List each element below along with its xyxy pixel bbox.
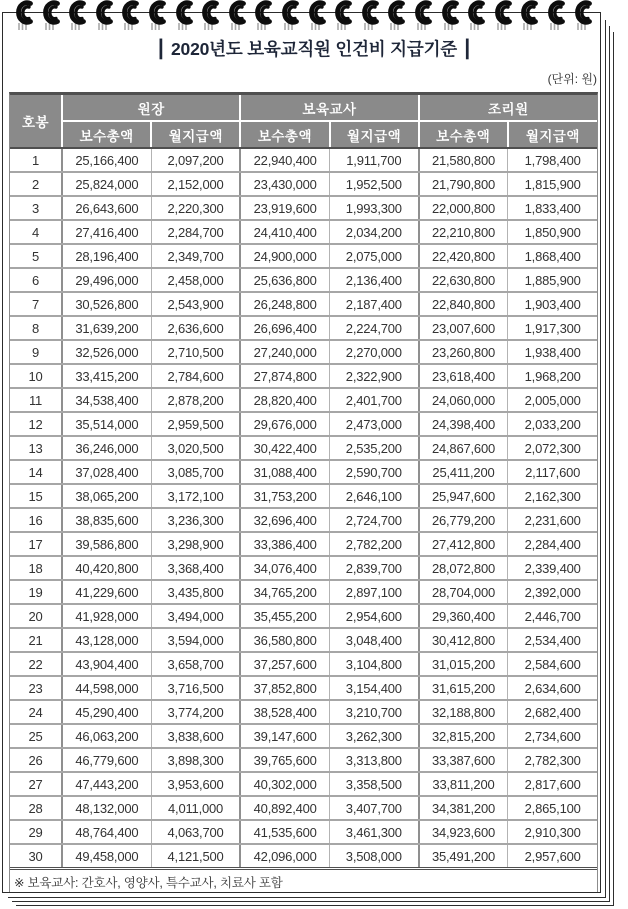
unit-label: (단위: 원) xyxy=(547,72,597,86)
value-cell: 37,257,600 xyxy=(240,652,329,676)
table-row xyxy=(10,652,597,676)
grade-cell: 6 xyxy=(10,268,62,292)
value-cell: 1,868,400 xyxy=(508,244,597,268)
value-cell: 3,298,900 xyxy=(151,532,240,556)
grade-cell: 21 xyxy=(10,628,62,652)
table-row xyxy=(10,700,597,724)
value-cell: 33,387,600 xyxy=(419,748,508,772)
value-cell: 2,646,100 xyxy=(330,484,419,508)
value-cell: 36,580,800 xyxy=(240,628,329,652)
value-cell: 3,154,400 xyxy=(330,676,419,700)
value-cell: 26,643,600 xyxy=(62,196,151,220)
spiral-coil-icon xyxy=(151,3,163,30)
table-row xyxy=(10,844,597,869)
grade-cell: 16 xyxy=(10,508,62,532)
value-cell: 28,820,400 xyxy=(240,388,329,412)
col-group-director: 원장 xyxy=(62,95,240,121)
value-cell: 38,835,600 xyxy=(62,508,151,532)
value-cell: 2,543,900 xyxy=(151,292,240,316)
value-cell: 3,898,300 xyxy=(151,748,240,772)
table-row xyxy=(10,508,597,532)
table-row xyxy=(10,196,597,220)
grade-cell: 22 xyxy=(10,652,62,676)
grade-cell: 7 xyxy=(10,292,62,316)
spiral-coil-icon xyxy=(470,3,482,30)
value-cell: 34,076,400 xyxy=(240,556,329,580)
page-title xyxy=(0,36,628,61)
value-cell: 31,015,200 xyxy=(419,652,508,676)
value-cell: 1,993,300 xyxy=(330,196,419,220)
value-cell: 30,422,400 xyxy=(240,436,329,460)
value-cell: 1,952,500 xyxy=(330,172,419,196)
value-cell: 23,919,600 xyxy=(240,196,329,220)
table-row xyxy=(10,244,597,268)
value-cell: 35,491,200 xyxy=(419,844,508,869)
value-cell: 2,152,000 xyxy=(151,172,240,196)
value-cell: 44,598,000 xyxy=(62,676,151,700)
footnote: ※ 보육교사: 간호사, 영양사, 특수교사, 치료사 포함 xyxy=(10,869,597,893)
value-cell: 39,147,600 xyxy=(240,724,329,748)
value-cell: 2,284,700 xyxy=(151,220,240,244)
spiral-coil-icon xyxy=(124,3,136,30)
value-cell: 2,535,200 xyxy=(330,436,419,460)
value-cell: 28,704,000 xyxy=(419,580,508,604)
value-cell: 2,865,100 xyxy=(508,796,597,820)
value-cell: 2,322,900 xyxy=(330,364,419,388)
table-row xyxy=(10,772,597,796)
table-row xyxy=(10,220,597,244)
value-cell: 23,430,000 xyxy=(240,172,329,196)
value-cell: 2,231,600 xyxy=(508,508,597,532)
value-cell: 2,724,700 xyxy=(330,508,419,532)
grade-cell: 19 xyxy=(10,580,62,604)
value-cell: 2,584,600 xyxy=(508,652,597,676)
value-cell: 24,900,000 xyxy=(240,244,329,268)
table-row xyxy=(10,340,597,364)
value-cell: 2,401,700 xyxy=(330,388,419,412)
spiral-coil-icon xyxy=(45,3,57,30)
value-cell: 3,716,500 xyxy=(151,676,240,700)
value-cell: 4,011,000 xyxy=(151,796,240,820)
value-cell: 3,838,600 xyxy=(151,724,240,748)
spiral-coil-icon xyxy=(390,3,402,30)
value-cell: 3,407,700 xyxy=(330,796,419,820)
grade-cell: 27 xyxy=(10,772,62,796)
value-cell: 42,096,000 xyxy=(240,844,329,869)
value-cell: 31,639,200 xyxy=(62,316,151,340)
value-cell: 4,063,700 xyxy=(151,820,240,844)
header-sub-row xyxy=(10,121,597,148)
value-cell: 2,284,400 xyxy=(508,532,597,556)
value-cell: 40,420,800 xyxy=(62,556,151,580)
value-cell: 2,710,500 xyxy=(151,340,240,364)
table-row xyxy=(10,388,597,412)
value-cell: 24,410,400 xyxy=(240,220,329,244)
title-right-bar: ┃ xyxy=(462,39,473,59)
grade-cell: 3 xyxy=(10,196,62,220)
grade-cell: 17 xyxy=(10,532,62,556)
value-cell: 2,187,400 xyxy=(330,292,419,316)
value-cell: 22,840,800 xyxy=(419,292,508,316)
spiral-coil-icon xyxy=(71,3,83,30)
value-cell: 22,210,800 xyxy=(419,220,508,244)
col-header-monthly-pay: 월지급액 xyxy=(330,121,419,148)
value-cell: 35,514,000 xyxy=(62,412,151,436)
spiral-coil-icon xyxy=(284,3,296,30)
value-cell: 27,412,800 xyxy=(419,532,508,556)
spiral-coil-icon xyxy=(98,3,110,30)
value-cell: 1,885,900 xyxy=(508,268,597,292)
value-cell: 3,172,100 xyxy=(151,484,240,508)
page-title-text: 2020년도 보육교직원 인건비 지급기준 xyxy=(171,39,457,59)
value-cell: 1,917,300 xyxy=(508,316,597,340)
value-cell: 2,839,700 xyxy=(330,556,419,580)
table-row xyxy=(10,316,597,340)
value-cell: 41,928,000 xyxy=(62,604,151,628)
value-cell: 2,033,200 xyxy=(508,412,597,436)
col-group-cook: 조리원 xyxy=(419,95,597,121)
grade-cell: 4 xyxy=(10,220,62,244)
salary-table xyxy=(10,95,597,892)
value-cell: 26,696,400 xyxy=(240,316,329,340)
value-cell: 36,246,000 xyxy=(62,436,151,460)
value-cell: 1,850,900 xyxy=(508,220,597,244)
value-cell: 24,060,000 xyxy=(419,388,508,412)
grade-cell: 5 xyxy=(10,244,62,268)
spiral-coil-icon xyxy=(523,3,535,30)
value-cell: 2,957,600 xyxy=(508,844,597,869)
grade-cell: 15 xyxy=(10,484,62,508)
value-cell: 2,339,400 xyxy=(508,556,597,580)
grade-cell: 12 xyxy=(10,412,62,436)
value-cell: 38,528,400 xyxy=(240,700,329,724)
col-header-total-pay: 보수총액 xyxy=(62,121,151,148)
grade-cell: 28 xyxy=(10,796,62,820)
value-cell: 2,782,300 xyxy=(508,748,597,772)
value-cell: 49,458,000 xyxy=(62,844,151,869)
value-cell: 2,458,000 xyxy=(151,268,240,292)
value-cell: 39,586,800 xyxy=(62,532,151,556)
value-cell: 33,386,400 xyxy=(240,532,329,556)
value-cell: 24,398,400 xyxy=(419,412,508,436)
value-cell: 34,765,200 xyxy=(240,580,329,604)
spiral-coil-icon xyxy=(364,3,376,30)
value-cell: 4,121,500 xyxy=(151,844,240,869)
table-row xyxy=(10,820,597,844)
value-cell: 2,959,500 xyxy=(151,412,240,436)
value-cell: 3,085,700 xyxy=(151,460,240,484)
table-row xyxy=(10,532,597,556)
spiral-coil-icon xyxy=(204,3,216,30)
value-cell: 2,136,400 xyxy=(330,268,419,292)
spiral-coil-icon xyxy=(577,3,589,30)
value-cell: 2,784,600 xyxy=(151,364,240,388)
value-cell: 2,634,600 xyxy=(508,676,597,700)
value-cell: 3,262,300 xyxy=(330,724,419,748)
col-header-total-pay: 보수총액 xyxy=(419,121,508,148)
grade-cell: 8 xyxy=(10,316,62,340)
table-row xyxy=(10,292,597,316)
table-row xyxy=(10,580,597,604)
value-cell: 32,696,400 xyxy=(240,508,329,532)
value-cell: 2,392,000 xyxy=(508,580,597,604)
value-cell: 24,867,600 xyxy=(419,436,508,460)
value-cell: 2,097,200 xyxy=(151,148,240,172)
value-cell: 2,117,600 xyxy=(508,460,597,484)
value-cell: 32,815,200 xyxy=(419,724,508,748)
value-cell: 23,618,400 xyxy=(419,364,508,388)
value-cell: 2,349,700 xyxy=(151,244,240,268)
table-row xyxy=(10,460,597,484)
spiral-coil-icon xyxy=(231,3,243,30)
value-cell: 3,953,600 xyxy=(151,772,240,796)
grade-cell: 2 xyxy=(10,172,62,196)
col-header-total-pay: 보수총액 xyxy=(240,121,329,148)
value-cell: 34,381,200 xyxy=(419,796,508,820)
value-cell: 2,224,700 xyxy=(330,316,419,340)
value-cell: 1,798,400 xyxy=(508,148,597,172)
value-cell: 3,358,500 xyxy=(330,772,419,796)
value-cell: 3,435,800 xyxy=(151,580,240,604)
salary-table-frame xyxy=(9,92,598,892)
value-cell: 22,940,400 xyxy=(240,148,329,172)
table-row xyxy=(10,364,597,388)
value-cell: 2,075,000 xyxy=(330,244,419,268)
value-cell: 43,128,000 xyxy=(62,628,151,652)
value-cell: 32,526,000 xyxy=(62,340,151,364)
value-cell: 3,104,800 xyxy=(330,652,419,676)
grade-cell: 30 xyxy=(10,844,62,869)
header-group-row xyxy=(10,95,597,121)
value-cell: 2,954,600 xyxy=(330,604,419,628)
value-cell: 28,196,400 xyxy=(62,244,151,268)
value-cell: 38,065,200 xyxy=(62,484,151,508)
table-row xyxy=(10,436,597,460)
value-cell: 2,910,300 xyxy=(508,820,597,844)
value-cell: 26,779,200 xyxy=(419,508,508,532)
value-cell: 1,815,900 xyxy=(508,172,597,196)
value-cell: 27,416,400 xyxy=(62,220,151,244)
value-cell: 34,538,400 xyxy=(62,388,151,412)
value-cell: 2,534,400 xyxy=(508,628,597,652)
spiral-coil-icon xyxy=(18,3,30,30)
table-row xyxy=(10,484,597,508)
value-cell: 31,088,400 xyxy=(240,460,329,484)
value-cell: 2,005,000 xyxy=(508,388,597,412)
spiral-coil-icon xyxy=(178,3,190,30)
value-cell: 3,494,000 xyxy=(151,604,240,628)
value-cell: 29,360,400 xyxy=(419,604,508,628)
value-cell: 27,874,800 xyxy=(240,364,329,388)
table-row xyxy=(10,148,597,172)
value-cell: 2,446,700 xyxy=(508,604,597,628)
value-cell: 39,765,600 xyxy=(240,748,329,772)
footnote-row xyxy=(10,869,597,893)
spiral-binding xyxy=(0,0,628,34)
value-cell: 3,210,700 xyxy=(330,700,419,724)
grade-cell: 9 xyxy=(10,340,62,364)
grade-cell: 11 xyxy=(10,388,62,412)
value-cell: 31,753,200 xyxy=(240,484,329,508)
value-cell: 25,947,600 xyxy=(419,484,508,508)
value-cell: 46,779,600 xyxy=(62,748,151,772)
table-row xyxy=(10,676,597,700)
value-cell: 29,676,000 xyxy=(240,412,329,436)
value-cell: 3,594,000 xyxy=(151,628,240,652)
value-cell: 22,420,800 xyxy=(419,244,508,268)
value-cell: 31,615,200 xyxy=(419,676,508,700)
value-cell: 1,968,200 xyxy=(508,364,597,388)
value-cell: 30,526,800 xyxy=(62,292,151,316)
spiral-coil-icon xyxy=(417,3,429,30)
value-cell: 2,682,400 xyxy=(508,700,597,724)
value-cell: 22,000,800 xyxy=(419,196,508,220)
value-cell: 3,461,300 xyxy=(330,820,419,844)
col-header-grade: 호봉 xyxy=(10,95,62,148)
grade-cell: 23 xyxy=(10,676,62,700)
value-cell: 23,007,600 xyxy=(419,316,508,340)
value-cell: 28,072,800 xyxy=(419,556,508,580)
value-cell: 3,020,500 xyxy=(151,436,240,460)
spiral-coil-icon xyxy=(444,3,456,30)
value-cell: 2,034,200 xyxy=(330,220,419,244)
value-cell: 32,188,800 xyxy=(419,700,508,724)
value-cell: 30,412,800 xyxy=(419,628,508,652)
value-cell: 45,290,400 xyxy=(62,700,151,724)
grade-cell: 10 xyxy=(10,364,62,388)
value-cell: 41,535,600 xyxy=(240,820,329,844)
spiral-coil-icon xyxy=(337,3,349,30)
value-cell: 25,824,000 xyxy=(62,172,151,196)
value-cell: 2,734,600 xyxy=(508,724,597,748)
value-cell: 40,302,000 xyxy=(240,772,329,796)
value-cell: 29,496,000 xyxy=(62,268,151,292)
grade-cell: 14 xyxy=(10,460,62,484)
value-cell: 26,248,800 xyxy=(240,292,329,316)
value-cell: 2,878,200 xyxy=(151,388,240,412)
table-row xyxy=(10,556,597,580)
value-cell: 35,455,200 xyxy=(240,604,329,628)
grade-cell: 24 xyxy=(10,700,62,724)
spiral-coil-icon xyxy=(550,3,562,30)
value-cell: 2,782,200 xyxy=(330,532,419,556)
value-cell: 48,132,000 xyxy=(62,796,151,820)
value-cell: 37,852,800 xyxy=(240,676,329,700)
value-cell: 3,658,700 xyxy=(151,652,240,676)
value-cell: 41,229,600 xyxy=(62,580,151,604)
value-cell: 33,415,200 xyxy=(62,364,151,388)
grade-cell: 26 xyxy=(10,748,62,772)
value-cell: 25,166,400 xyxy=(62,148,151,172)
table-row xyxy=(10,268,597,292)
value-cell: 1,911,700 xyxy=(330,148,419,172)
value-cell: 40,892,400 xyxy=(240,796,329,820)
value-cell: 37,028,400 xyxy=(62,460,151,484)
grade-cell: 13 xyxy=(10,436,62,460)
value-cell: 2,072,300 xyxy=(508,436,597,460)
value-cell: 3,508,000 xyxy=(330,844,419,869)
value-cell: 3,313,800 xyxy=(330,748,419,772)
table-row xyxy=(10,628,597,652)
col-header-monthly-pay: 월지급액 xyxy=(508,121,597,148)
value-cell: 3,774,200 xyxy=(151,700,240,724)
grade-cell: 25 xyxy=(10,724,62,748)
value-cell: 23,260,800 xyxy=(419,340,508,364)
value-cell: 21,580,800 xyxy=(419,148,508,172)
value-cell: 1,903,400 xyxy=(508,292,597,316)
value-cell: 2,270,000 xyxy=(330,340,419,364)
value-cell: 2,220,300 xyxy=(151,196,240,220)
value-cell: 22,630,800 xyxy=(419,268,508,292)
value-cell: 1,938,400 xyxy=(508,340,597,364)
title-left-bar: ┃ xyxy=(155,39,166,59)
value-cell: 3,048,400 xyxy=(330,628,419,652)
value-cell: 2,636,600 xyxy=(151,316,240,340)
value-cell: 34,923,600 xyxy=(419,820,508,844)
value-cell: 2,897,100 xyxy=(330,580,419,604)
spiral-coil-icon xyxy=(497,3,509,30)
value-cell: 2,817,600 xyxy=(508,772,597,796)
value-cell: 2,162,300 xyxy=(508,484,597,508)
value-cell: 2,473,000 xyxy=(330,412,419,436)
table-row xyxy=(10,796,597,820)
value-cell: 46,063,200 xyxy=(62,724,151,748)
value-cell: 43,904,400 xyxy=(62,652,151,676)
table-row xyxy=(10,412,597,436)
value-cell: 21,790,800 xyxy=(419,172,508,196)
spiral-coil-icon xyxy=(257,3,269,30)
table-row xyxy=(10,724,597,748)
value-cell: 33,811,200 xyxy=(419,772,508,796)
value-cell: 1,833,400 xyxy=(508,196,597,220)
table-row xyxy=(10,604,597,628)
value-cell: 25,636,800 xyxy=(240,268,329,292)
value-cell: 47,443,200 xyxy=(62,772,151,796)
grade-cell: 20 xyxy=(10,604,62,628)
value-cell: 48,764,400 xyxy=(62,820,151,844)
value-cell: 27,240,000 xyxy=(240,340,329,364)
grade-cell: 1 xyxy=(10,148,62,172)
grade-cell: 29 xyxy=(10,820,62,844)
table-row xyxy=(10,748,597,772)
value-cell: 3,236,300 xyxy=(151,508,240,532)
value-cell: 3,368,400 xyxy=(151,556,240,580)
grade-cell: 18 xyxy=(10,556,62,580)
table-row xyxy=(10,172,597,196)
value-cell: 25,411,200 xyxy=(419,460,508,484)
col-group-teacher: 보육교사 xyxy=(240,95,418,121)
value-cell: 2,590,700 xyxy=(330,460,419,484)
spiral-coil-icon xyxy=(311,3,323,30)
col-header-monthly-pay: 월지급액 xyxy=(151,121,240,148)
